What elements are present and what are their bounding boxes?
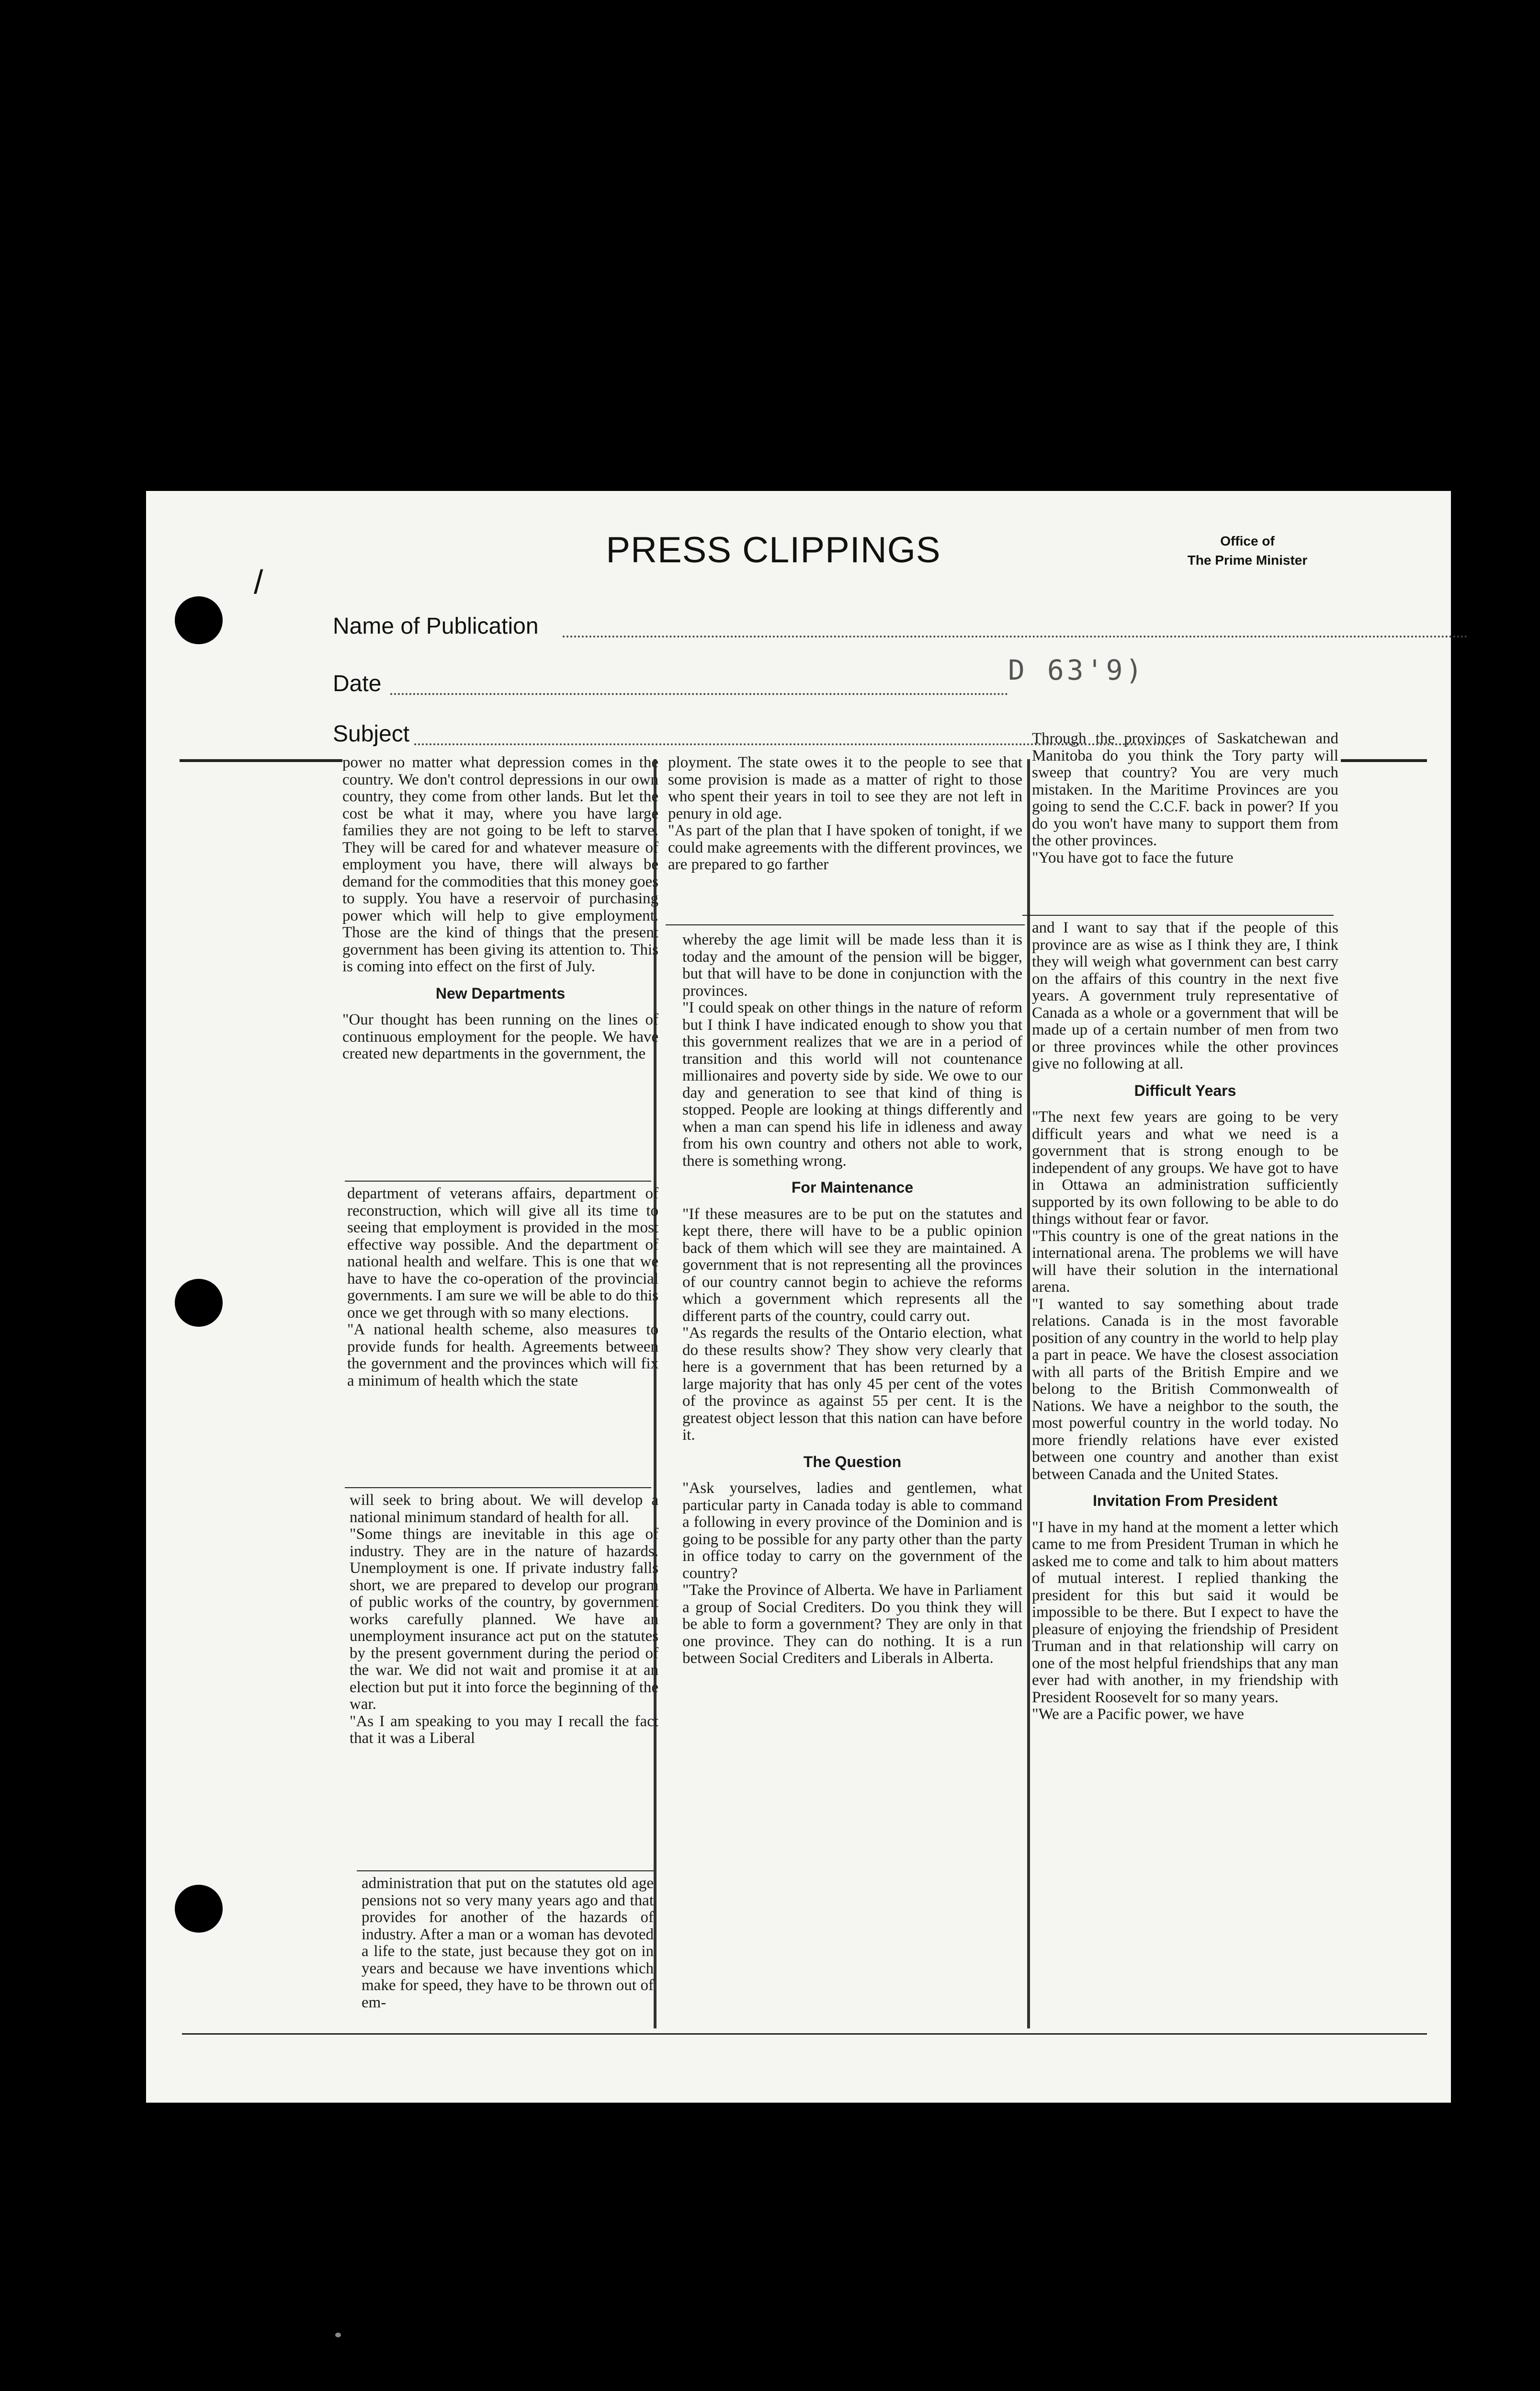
page-title: PRESS CLIPPINGS xyxy=(606,530,941,570)
date-label: Date xyxy=(333,671,382,696)
subheading-new-departments: New Departments xyxy=(435,984,566,1002)
subheading-the-question: The Question xyxy=(803,1453,902,1470)
paragraph: and I want to say that if the people of this province are as wise as I think they are, I think they will weigh what government can best carry on the affairs of this country in the next five years. A government truly representative of Canada as a whole or a government that will be made up of a certain number of men from two or three provinces while the other provinces give no following at all. xyxy=(1032,920,1338,1072)
office-label xyxy=(1171,532,1324,570)
subheading-for-maintenance: For Maintenance xyxy=(791,1179,914,1196)
punch-hole-bottom xyxy=(175,1885,223,1933)
margin-mark: / xyxy=(254,563,263,601)
paragraph: "I could speak on other things in the nature of reform but I think I have indicated enough to show you that this government realizes that we are in a period of transition and this world will not countenance millionaires and poverty side by side. We owe to our day and generation to see that kind of thing is stopped. People are looking at things differently and when a man can spend his life in idleness and away from his own country and others not able to work, there is something wrong. xyxy=(682,999,1022,1170)
paragraph: "This country is one of the great nations in the international arena. The problems we will have will have their solution in the international arena. xyxy=(1032,1227,1338,1296)
paragraph: "A national health scheme, also measures to provide funds for health. Agreements between the government and the provinces which will fix a minimum of health which the state xyxy=(347,1321,658,1389)
punch-hole-middle xyxy=(175,1279,223,1327)
article-column-3b xyxy=(1032,920,1338,2028)
col3-clip-edge xyxy=(1022,915,1334,916)
paragraph: "Our thought has been running on the lines of continuous employment for the people. We have created new departments in the government, the xyxy=(342,1011,658,1062)
office-line-2: The Prime Minister xyxy=(1187,553,1308,568)
col1-clip-edge-3 xyxy=(357,1870,654,1871)
paragraph: "You have got to face the future xyxy=(1032,849,1234,866)
article-column-1a xyxy=(342,754,658,1181)
punch-hole-top xyxy=(175,596,223,644)
paragraph: "Take the Province of Alberta. We have in Parliament a group of Social Crediters. Do you think they will be able to form a government? They are only in that one province. They can do nothing. It is a run between Social Crediters and Liberals in Alberta. xyxy=(682,1582,1022,1667)
paragraph: "Some things are inevitable in this age of industry. They are in the nature of hazards. Unemployment is one. If private industry falls short, we are prepared to develop our program of public works of the country, by government works carefully planned. We have an unemployment insurance act put on the statutes by the present government during the period of the war. We did not wait and promise it at an election but put it into force the beginning of the war. xyxy=(350,1526,658,1713)
col1-clip-edge xyxy=(345,1181,651,1182)
col1-clip-edge-2 xyxy=(345,1487,651,1488)
col2-clip-edge xyxy=(666,924,1025,925)
paragraph: ployment. The state owes it to the people to see that some provision is made as a matter of right to those who spent their years in toil to see they are not left in penury in old age. xyxy=(668,754,1022,822)
paragraph: "As I am speaking to you may I recall the fact that it was a Liberal xyxy=(350,1712,658,1747)
paragraph: whereby the age limit will be made less than it is today and the amount of the pension will be bigger, but that will have to be done in conjunction with the provinces. xyxy=(682,932,1022,1000)
paragraph: "I have in my hand at the moment a letter which came to me from President Truman in which he asked me to come and talk to him about matters of mutual interest. I replied thanking the president for this but said it would be impossible to be there. But I expect to have the pleasure of enjoying the friendship of President Truman and in that relationship will carry on one of the most helpful friendships that any man ever had with another, in my friendship with President Roosevelt for so many years. xyxy=(1032,1518,1338,1706)
subheading-invitation-from-president: Invitation From President xyxy=(1093,1492,1278,1509)
paragraph: Through the provinces of Saskatchewan and Manitoba do you think the Tory party will sweep that country? You are very much mistaken. In the Maritime Provinces are you going to send the C.C.F. back in power? If you do you won't have many to support them from the other provinces. xyxy=(1032,730,1338,849)
paragraph: "The next few years are going to be very difficult years and what we need is a government that is strong enough to be independent of any groups. We have got to have in Ottawa an administration sufficiently supported by its own following to be able to do things without fear or favor. xyxy=(1032,1108,1338,1228)
publication-label: Name of Publication xyxy=(333,614,539,639)
date-line xyxy=(390,693,1008,695)
article-column-3a xyxy=(1032,730,1338,910)
publication-line xyxy=(563,636,1468,638)
paragraph: department of veterans affairs, department of reconstruction, which will give all its time to seeing that employment is provided in the most effective way possible. And the department of national health and welfare. This is one that we have to have the co-operation of the provincial governments. I am sure we will be able to do this once we get through with so many elections. xyxy=(347,1185,658,1321)
article-column-1b xyxy=(347,1185,658,1482)
top-rule-left xyxy=(180,759,342,762)
paragraph: power no matter what depression comes in the country. We don't control depressions in our own country, they come from other lands. But let the cost be what it may, where you have large families they are not going to be left to starve. They will be cared for and whatever measure of employment you have, there will always be demand for the commodities that this money goes to supply. You have a reservoir of purchasing power which will help to give employment. Those are the kind of things that the present government has been giving its attention to. This is coming into effect on the first of July. xyxy=(342,754,658,975)
article-column-2b xyxy=(682,932,1022,2028)
article-column-2a xyxy=(668,754,1022,920)
clipping-sheet xyxy=(146,491,1451,2103)
paragraph: administration that put on the statutes old age pensions not so very many years ago and that provides for another of the hazards of industry. After a man or a woman has devoted a life to the state, just because they got on in years and because we have inventions which make for speed, they have to be thrown out of em- xyxy=(362,1875,654,2011)
paragraph: "Ask yourselves, ladies and gentlemen, what particular party in Canada today is able to command a following in every province of the Dominion and is going to be possible for any party other than the party in office today to carry on the government of the country? xyxy=(682,1480,1022,1582)
top-rule-right xyxy=(1341,759,1427,762)
article-column-1c xyxy=(350,1492,658,1866)
article-column-1d xyxy=(362,1875,654,2081)
paragraph: "We are a Pacific power, we have xyxy=(1032,1706,1244,1723)
scan-speck xyxy=(335,2333,341,2337)
paragraph: "If these measures are to be put on the statutes and kept there, there will have to be a public opinion back of them which will see they are maintained. A government that is not representing all the provinces of our country cannot begin to achieve the reforms which a government which represents all the different parts of the country, could carry out. xyxy=(682,1205,1022,1325)
paragraph: "As part of the plan that I have spoken of tonight, if we could make agreements with the different provinces, we are prepared to go farther xyxy=(668,822,1022,873)
subheading-difficult-years: Difficult Years xyxy=(1134,1082,1236,1099)
office-line-1: Office of xyxy=(1220,534,1275,548)
column-divider-2 xyxy=(1027,759,1030,2028)
paragraph: "As regards the results of the Ontario election, what do these results show? They show very clearly that here is a government that has been returned by a large majority that has only 45 per cent of the votes of the province as against 55 per cent. It is the greatest object lesson that this nation can have before it. xyxy=(682,1324,1022,1444)
file-number: D 63'9) xyxy=(1008,654,1145,686)
paragraph: will seek to bring about. We will develop a national minimum standard of health for all. xyxy=(350,1492,658,1526)
subject-label: Subject xyxy=(333,721,410,747)
paragraph: "I wanted to say something about trade relations. Canada is in the most favorable position of any country in the world to help play a part in peace. We have the closest association with all parts of the British Empire and we belong to the British Commonwealth of Nations. We have a neighbor to the south, the most powerful country in the world today. No more friendly relations have ever existed between one country and another than exist between Canada and the United States. xyxy=(1032,1295,1338,1483)
